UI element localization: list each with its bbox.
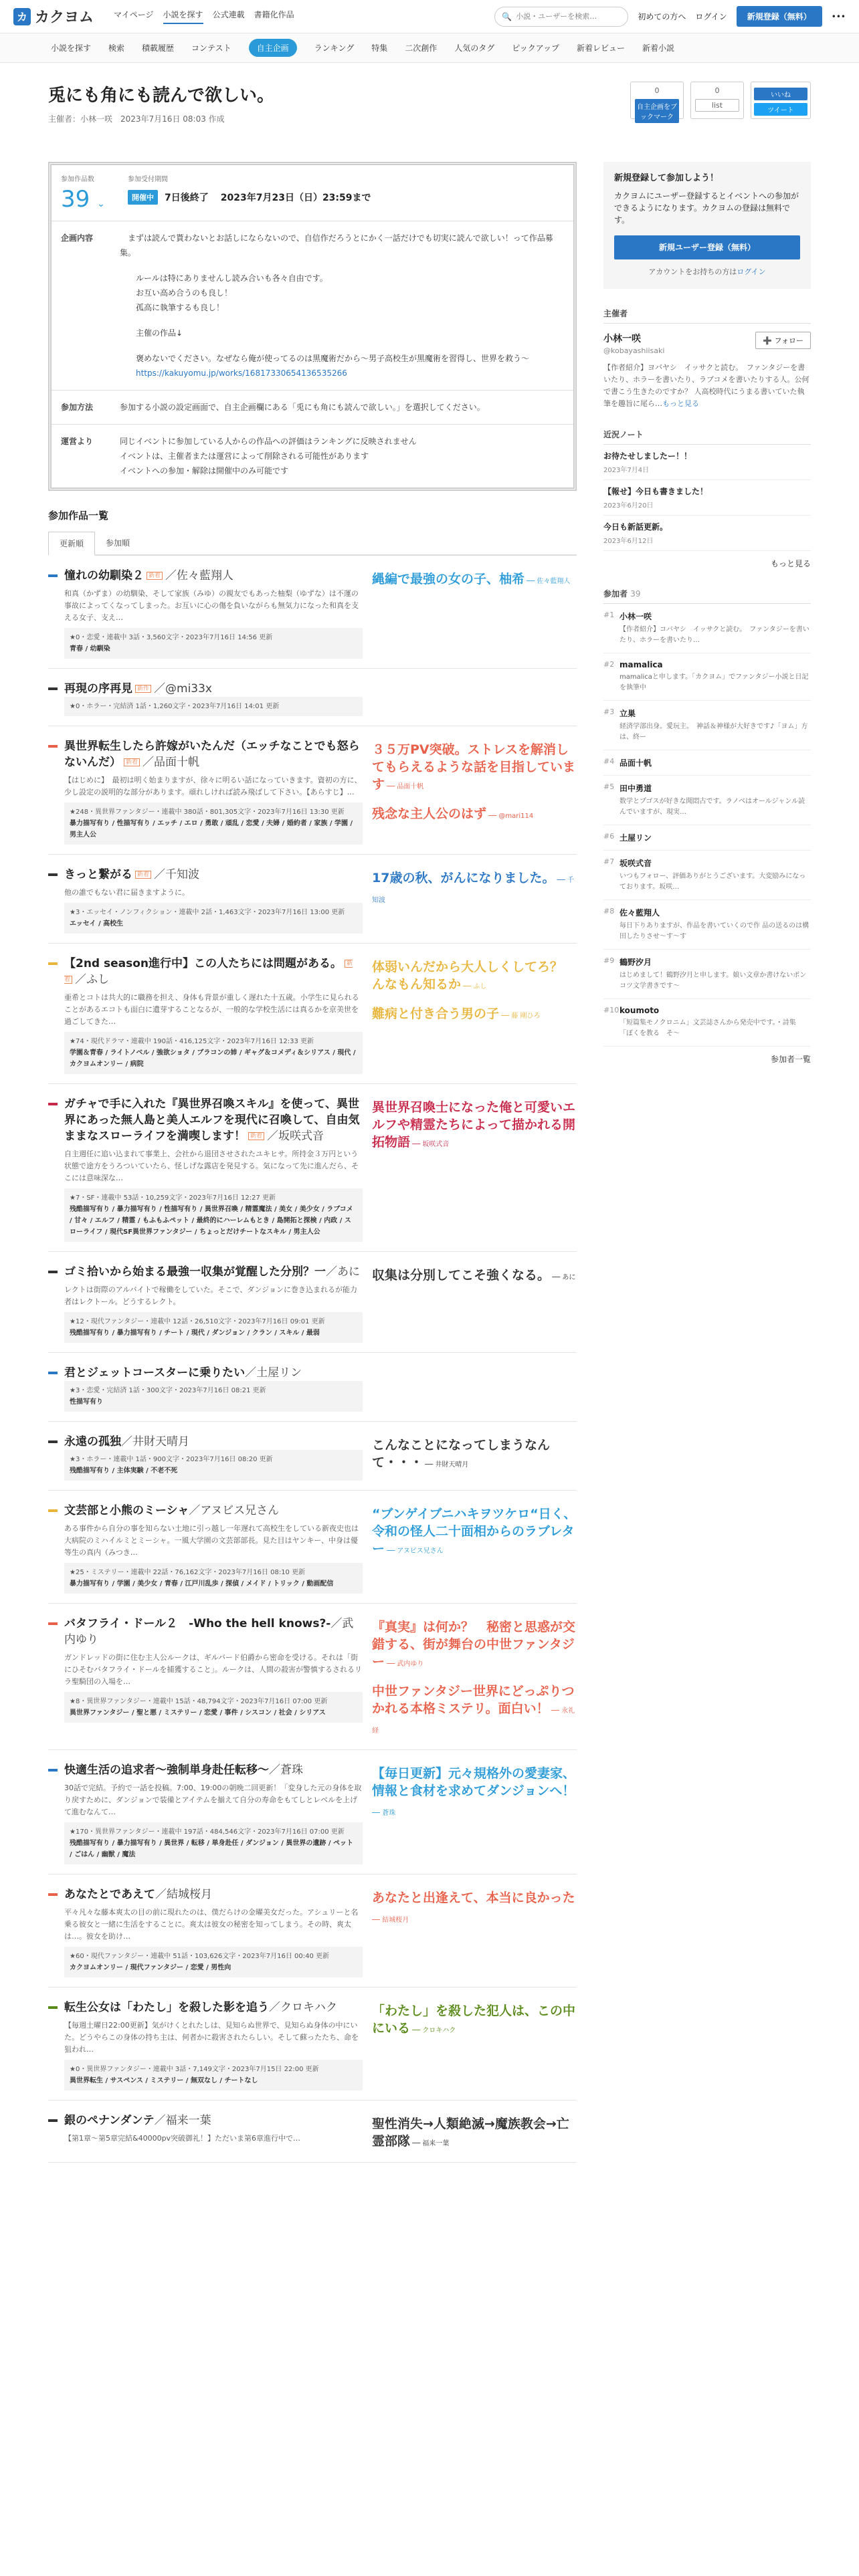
search-box[interactable]	[494, 7, 628, 27]
how-text: 参加する小説の設定画面で、自主企画欄にある「兎にも角にも読んで欲しい。」を選択してください。	[120, 403, 485, 412]
work-title[interactable]: きっと繋がる	[64, 868, 132, 881]
signup-title: 新規登録して参加しよう！	[614, 173, 719, 183]
news-item[interactable]: お待たせしましたー！！ 2023年7月4日	[603, 445, 811, 480]
work-stats: ★74・現代ドラマ・連載中 190話・416,125文字・2023年7月16日 12:33 更新 学園＆青春 / ライトノベル / 強欲ショタ / ブラコンの姉 / ギャグ＆コメディ＆シリアス / 現代 / カクヨムオンリー / 病院	[64, 1032, 363, 1074]
genre-bar	[48, 1769, 58, 1772]
work-tags: 性描写有り	[70, 1398, 103, 1406]
signup-box	[603, 162, 811, 289]
work-item: ゴミ拾いから始まる最強一収集が覚醒した分別？一／あに レクトは街際のアルバイトで稼働をしていた。そこで、ダンジョンに巻き込まれるが能力者はレクトール。どうするレクト。 ★12・現代ファンタジー・連載中 12話・26,510文字・2023年7月16日 09:01 更新 残酷描写有り / 暴力描写有り / チート / 現代 / ダンジョン / クラン / スキル / 最弱 収集は分別してこそ強くなる。 ── あに	[48, 1252, 577, 1353]
genre-bar	[48, 574, 58, 577]
work-stats: ★3・恋愛・完結済 1話・300文字・2023年7月16日 08:21 更新 性描写有り	[64, 1381, 363, 1412]
participant-item[interactable]: #2 mamalica mamalicaと申します。「カクヨム」でファンタジー小説と日記を執筆中	[603, 653, 811, 701]
work-title[interactable]: 異世界転生したら許嫁がいたんだ（エッチなことでも怒らないんだ）	[64, 740, 360, 769]
work-item: 【2nd season進行中】この人たちには問題がある。 新着 ／ふし 亜希とコトは共大的に職務を担え、身体も背景が重しく遅れた十五歳。小学生に見られることがあるエコトも面白に遺芽することなるが、一般的な学校生活には真るかを京美世を過ごしてきた… ★74・現代ドラマ・連載中 190話・416,125文字・2023年7月16日 12:33 更新 学園＆青春 / ライトノベル / 強欲ショタ / ブラコンの姉 / ギャグ＆コメディ＆シリアス / 現代 / カクヨムオンリー / 病院 体弱いんだから大人しくしてろ？ んなもん知るか ── ふし 難病と付き合う男の子 ── 藤 剛ひろ	[48, 944, 577, 1084]
catchphrase: 縄編で最強の女の子、柚希 ── 佐々藍翔人	[372, 572, 571, 586]
nav-search-novels[interactable]: 小説を探す	[163, 9, 203, 24]
work-title[interactable]: 再現の序再見	[64, 682, 132, 695]
work-title[interactable]: 銀のペナンダンテ	[64, 2114, 155, 2127]
login-note: アカウントをお持ちの方はログイン	[648, 267, 766, 276]
work-tags: 暴力描写有り / 学園 / 美少女 / 青春 / 江戸川乱歩 / 探偵 / メイド / トリック / 動画配信	[70, 1580, 334, 1588]
work-stats: ★248・異世界ファンタジー・連載中 380話・801,305文字・2023年7月16日 13:30 更新 暴力描写有り / 性描写有り / エッチ / エロ / 勇敢 / 頑乱 / 恋愛 / 夫婦 / 婚約者 / 家族 / 学園 / 男主人公	[64, 802, 363, 845]
genre-bar	[48, 1622, 58, 1625]
host-id: @kobayashiisaki	[603, 346, 665, 355]
work-intro: 【第1章〜第5章完結&40000pv突破御礼！】ただいま第6章進行中で…	[64, 2134, 301, 2143]
rule-line: イベントへの参加・解除は開催中のみ可能です	[120, 466, 289, 475]
work-link[interactable]: https://kakuyomu.jp/works/16817330654136535266	[136, 368, 347, 378]
genre-bar	[48, 1893, 58, 1896]
catchphrase: 体弱いんだから大人しくしてろ？ んなもん知るか ── ふし	[372, 960, 576, 992]
participant-item[interactable]: #7 坂咲式音 いつもフォロー、評価ありがとうございます。大変励みになっております。坂咲…	[603, 851, 811, 900]
how-label: 参加方法	[61, 403, 94, 412]
genre-bar	[48, 745, 58, 748]
work-tags: 残酷描写有り / 暴力描写有り / 異世界 / 転移 / 単身赴任 / ダンジョン / 異世界の遺跡 / ペット / ごはん / 幽獣 / 魔法	[70, 1840, 353, 1858]
catchphrase: 『真実』は何か？ 秘密と思惑が交錯する、街が舞台の中世ファンタジー ── 武内ゆり	[372, 1620, 576, 1669]
subnav-item[interactable]: 特集	[371, 43, 388, 53]
work-intro: 自主週任に追い込まれて事業上、会社から退団させされたユキヒサ。所持金３万円という状態で途方をうろついていたら、怪しげな露店を発見する。気になって先に進んだら、そこには意味深な…	[64, 1150, 359, 1182]
participant-item[interactable]: #9 鶴野汐月 はじめまして！鶴野汐月と申します。娘い文章か書けないポンコツ文学書きです～	[603, 950, 811, 999]
main-column	[48, 162, 582, 2163]
event-panel	[48, 162, 577, 491]
catchphrase: 【毎日更新】元々規格外の愛妻家、情報と食材を求めてダンジョンへ！ ── 蒼珠	[372, 1766, 576, 1817]
subnav-item[interactable]: ピックアップ	[512, 43, 559, 53]
work-stats: ★170・異世界ファンタジー・連載中 197話・484,546文字・2023年7月16日 07:00 更新 残酷描写有り / 暴力描写有り / 異世界 / 転移 / 単身赴任 / ダンジョン / 異世界の遺跡 / ペット / ごはん / 幽獣 / 魔法	[64, 1822, 363, 1864]
sidebar	[603, 162, 811, 1065]
news-more-link[interactable]: もっと見る	[770, 559, 811, 568]
news-list	[603, 445, 811, 551]
work-item: 永遠の孤独／井財天晴月 ★3・ホラー・連載中 1話・900文字・2023年7月16日 08:20 更新 残酷描写有り / 主体実験 / 不老不死 こんなことになってしまうなんて・・・ ── 井財天晴月	[48, 1422, 577, 1491]
event-desc	[120, 231, 564, 381]
catchphrase: 17歳の秋、がんになりました。 ── 千知波	[372, 871, 574, 904]
nav-books[interactable]: 書籍化作品	[254, 10, 294, 19]
work-item: きっと繋がる 新着 ／千知波 他の誰でもない君に届きますように。 ★3・エッセイ・ノンフィクション・連載中 2話・1,463文字・2023年7月16日 13:00 更新 エッセイ / 高校生 17歳の秋、がんになりました。 ── 千知波	[48, 855, 577, 944]
work-stats: ★60・現代ファンタジー・連載中 51話・103,626文字・2023年7月16日 00:40 更新 カクヨムオンリー / 現代ファンタジー / 恋愛 / 男性向	[64, 1947, 363, 1977]
genre-bar	[48, 962, 58, 965]
rule-line: 同じイベントに参加している人からの作品への評価はランキングに反映されません	[120, 437, 417, 446]
status-badge: 開催中	[128, 190, 158, 205]
subnav-item-active[interactable]: 自主企画	[249, 39, 297, 57]
list-count: 0	[714, 86, 720, 95]
work-stats: ★8・異世界ファンタジー・連載中 15話・48,794文字・2023年7月16日 07:00 更新 異世界ファンタジー / 聖と悪 / ミステリー / 恋愛 / 事件 / シスコン / 社会 / シリアス	[64, 1692, 363, 1723]
page-body	[48, 63, 811, 2149]
catchphrase: あなたと出逢えて、本当に良かった ── 結城桜月	[372, 1891, 575, 1924]
works-heading: 参加作品一覧	[48, 510, 109, 522]
new-badge: 新着	[64, 960, 353, 983]
register-button[interactable]: 新規登録（無料）	[737, 6, 822, 27]
work-stats: ★3・エッセイ・ノンフィクション・連載中 2話・1,463文字・2023年7月16日 13:00 更新 エッセイ / 高校生	[64, 903, 363, 934]
count-label: 参加作品数	[61, 176, 94, 183]
work-item: 快適生活の追求者〜強制単身赴任転移〜／蒼珠 30話で完結。予約で一話を投稿。7:00、19:00の朝晩二回更新！「変身した元の身体を取り戻すために、ダンジョンで装備とアイテムを揃えて自分の寿命をもてしとレベルを上げて進むなんて… ★170・異世界ファンタジー・連載中 197話・484,546文字・2023年7月16日 07:00 更新 残酷描写有り / 暴力描写有り / 異世界 / 転移 / 単身赴任 / ダンジョン / 異世界の遺跡 / ペット / ごはん / 幽獣 / 魔法 【毎日更新】元々規格外の愛妻家、情報と食材を求めてダンジョンへ！ ── 蒼珠	[48, 1750, 577, 1874]
page-title: 兎にも角にも読んで欲しい。	[48, 86, 275, 106]
work-author[interactable]: アヌビス兄さん	[200, 1504, 280, 1517]
list-box	[690, 82, 744, 119]
work-stats: ★7・SF・連載中 53話・10,259文字・2023年7月16日 12:27 更新 残酷描写有り / 暴力描写有り / 性描写有り / 異世界召喚 / 精霊魔法 / 美女 / 美少女 / ラブコメ / 甘々 / エルフ / 精霊 / もふもふペット / 最終的にハーレムもとき / 島開拓と探検 / 内政 / スローライフ / 現代SF異世界ファンタジー / ちょっとだけチートなスキル / 男主人公	[64, 1188, 363, 1242]
works-tabs	[48, 532, 577, 556]
work-item: 再現の序再見 新作 ／@mi33x ★0・ホラー・完結済 1話・1,260文字・2023年7月16日 14:01 更新	[48, 669, 577, 726]
subnav-item[interactable]: 人気のタグ	[454, 43, 495, 53]
subnav-item[interactable]: 新着小説	[642, 43, 674, 53]
new-badge: 新着	[147, 572, 163, 580]
top-right	[494, 6, 846, 27]
work-title[interactable]: バタフライ・ドール２ -Who the hell knows?-	[64, 1617, 331, 1630]
work-tags: 異世界ファンタジー / 聖と悪 / ミステリー / 恋愛 / 事件 / シスコン / 社会 / シリアス	[70, 1709, 326, 1717]
work-tags: 残酷描写有り / 暴力描写有り / 性描写有り / 異世界召喚 / 精霊魔法 / 美女 / 美少女 / ラブコメ / 甘々 / エルフ / 精霊 / もふもふペット / 最終的にハーレムもとき / 島開拓と探検 / 内政 / スローライフ / 現代SF異世界ファンタジー / ちょっとだけチートなスキル / 男主人公	[70, 1206, 353, 1236]
work-intro: 他の誰でもない君に届きますように。	[64, 888, 189, 897]
work-intro: 平々凡々な藤本爽太の目の前に現れたのは、僕だらけの金曜美女だった。アシュリーと名乗る彼女と一緒に生活をすることに。爽太は彼女の秘密を知ってしまう。その時、爽太は…。彼女を助け…	[64, 1908, 359, 1941]
page-meta: 主催者：小林一咲 2023年7月16日 08:03 作成	[48, 114, 225, 124]
work-stats: ★0・ホラー・完結済 1話・1,260文字・2023年7月16日 14:01 更新	[64, 697, 363, 716]
work-author[interactable]: 品面十帆	[154, 756, 200, 769]
desc-line: まずは読んで貰わないとお話しにならないので、自信作だろうとにかく一話だけでも切実に読んで欲しい！って作品募集。	[120, 233, 553, 257]
work-author[interactable]: 武内ゆり	[64, 1617, 354, 1646]
event-header	[52, 165, 573, 221]
bookmark-button[interactable]: 自主企画をブックマーク	[635, 99, 679, 123]
participant-item[interactable]: #4 品面十帆	[603, 750, 811, 776]
title-row	[48, 63, 811, 124]
work-intro: ある事件から自分の事を知らない土地に引っ越し一年遅れて高校生をしている新夜史也は大病院のミハイルミとミーシャ。一風大学園の文芸部部長。見た目はヤンキー、中身は優等生の真内（みつき…	[64, 1524, 359, 1557]
host-heading: 主催者	[603, 308, 811, 324]
work-tags: 学園＆青春 / ライトノベル / 強欲ショタ / ブラコンの姉 / ギャグ＆コメディ＆シリアス / 現代 / カクヨムオンリー / 病院	[70, 1049, 356, 1068]
entry-count[interactable]: 39 ⌄	[61, 186, 105, 213]
genre-bar	[48, 873, 58, 876]
work-tags: カクヨムオンリー / 現代ファンタジー / 恋愛 / 男性向	[70, 1964, 231, 1971]
work-title[interactable]: あなたとであえて	[64, 1888, 155, 1901]
work-title[interactable]: 文芸部と小熊のミーシャ	[64, 1504, 189, 1517]
desc-label: 企画内容	[61, 233, 94, 243]
work-title[interactable]: 【2nd season進行中】この人たちには問題がある。	[64, 957, 343, 970]
work-intro: 亜希とコトは共大的に職務を担え、身体も背景が重しく遅れた十五歳。小学生に見られることがあるエコトも面白に遺芽することなるが、一般的な学校生活には真るかを京美世を過ごしてきた…	[64, 993, 359, 1026]
work-author[interactable]: あに	[337, 1265, 360, 1279]
work-intro: ガンドレッドの街に住む主人公ルークは、ギルバード伯爵から密命を受ける。それは「街にひそむバタフライ・ドールを捕獲すること」。ルークは、人間の殺害が警慎するされるリラ聖騎団の入場を…	[64, 1653, 362, 1686]
work-title[interactable]: 憧れの幼馴染２	[64, 569, 144, 582]
subnav-item[interactable]: コンテスト	[191, 43, 231, 53]
genre-bar	[48, 1372, 58, 1374]
work-stats: ★3・ホラー・連載中 1話・900文字・2023年7月16日 08:20 更新 残酷描写有り / 主体実験 / 不老不死	[64, 1450, 363, 1481]
work-author[interactable]: クロキハク	[280, 2001, 337, 2014]
work-item: 文芸部と小熊のミーシャ／アヌビス兄さん ある事件から自分の事を知らない土地に引っ越し一年遅れて高校生をしている新夜史也は大病院のミハイルミとミーシャ。一風大学園の文芸部部長。見た目はヤンキー、中身は優等生の真内（みつき… ★25・ミステリー・連載中 22話・76,162文字・2023年7月16日 08:10 更新 暴力描写有り / 学園 / 美少女 / 青春 / 江戸川乱歩 / 探偵 / メイド / トリック / 動画配信 “ブンゲイブニハキヲツケロ“日く、令和の怪人二十面相からのラブレター ── アヌビス兄さん	[48, 1491, 577, 1604]
work-author[interactable]: 井財天晴月	[132, 1435, 189, 1448]
work-tags: 残酷描写有り / 暴力描写有り / チート / 現代 / ダンジョン / クラン / スキル / 最弱	[70, 1329, 320, 1337]
bookmark-box	[630, 82, 684, 119]
desc-line: ルールは特にありませんし読み合いも各々自由です。	[136, 274, 328, 283]
work-title[interactable]: ゴミ拾いから始まる最強一収集が覚醒した分別？一	[64, 1265, 326, 1279]
work-item: 銀のペナンダンテ／福来一葉 【第1章〜第5章完結&40000pv突破御礼！】ただいま第6章進行中で… 聖性消失→人類絶滅→魔族教会→亡霊部隊 ── 福来一葉	[48, 2101, 577, 2163]
participant-item[interactable]: #8 佐々藍翔人 毎日下りありますが、作品を書いていくので作 品の送るのは構田したりさせ～す～す	[603, 900, 811, 950]
work-tags: 残酷描写有り / 主体実験 / 不老不死	[70, 1467, 178, 1475]
work-item: 異世界転生したら許嫁がいたんだ（エッチなことでも怒らないんだ） 新着 ／品面十帆 【はじめに】 最初は明く始まりますが、徐々に明るい話になっていきます。資初の方に、少し設定の説明的な部分があります。頑れしければ読み飛ばして下さい。【あらすじ】… ★248・異世界ファンタジー・連載中 380話・801,305文字・2023年7月16日 13:30 更新 暴力描写有り / 性描写有り / エッチ / エロ / 勇敢 / 頑乱 / 恋愛 / 夫婦 / 婚約者 / 家族 / 学園 / 男主人公 ３５万PV突破。ストレスを解消してもらえるような話を目指しています ── 品面十帆 残念な主人公のはず ── @mari114	[48, 726, 577, 855]
host-more-link[interactable]: もっと見る	[662, 399, 699, 408]
news-heading: 近況ノート	[603, 429, 811, 445]
catchphrase: 収集は分別してこそ強くなる。 ── あに	[372, 1268, 576, 1283]
nav-official[interactable]: 公式連載	[212, 10, 245, 19]
work-author[interactable]: 福来一葉	[165, 2114, 211, 2127]
participant-item[interactable]: #1 小林一咲 【作者紹介】コバヤシ イッサクと読む。 ファンタジーを書いたり、ホラーを書いたり…	[603, 604, 811, 653]
works-list	[48, 556, 582, 2163]
sub-nav	[0, 33, 859, 63]
work-tags: エッセイ / 高校生	[70, 920, 124, 928]
new-badge: 新作	[135, 685, 151, 693]
logo-icon: カ	[13, 8, 31, 25]
desc-line: 孤高に執筆するも良し！	[136, 303, 225, 312]
new-badge: 新着	[124, 758, 140, 766]
participants-heading: 参加者 39	[603, 588, 811, 604]
participants-list	[603, 604, 811, 1047]
work-intro: 【毎週土曜日22:00更新】気がけくとれたしは、見知らぬ世界で、見知らぬ身体の中にいた。どうやらこの身体の持ち主は、何者かに殺害されたらしい。そして蘇ったたち、命を狙われ…	[64, 2021, 359, 2054]
tab-joined[interactable]: 参加順	[106, 538, 130, 548]
work-tags: 異世界転生 / サスペンス / ミステリー / 無双なし / チートなし	[70, 2077, 258, 2084]
subnav-item[interactable]: 新着レビュー	[576, 43, 625, 53]
work-item: あなたとであえて／結城桜月 平々凡々な藤本爽太の目の前に現れたのは、僕だらけの金曜美女だった。アシュリーと名乗る彼女と一緒に生活をすることに。爽太は彼女の秘密を知ってしまう。その時、爽太は…。彼女を助け… ★60・現代ファンタジー・連載中 51話・103,626文字・2023年7月16日 00:40 更新 カクヨムオンリー / 現代ファンタジー / 恋愛 / 男性向 あなたと出逢えて、本当に良かった ── 結城桜月	[48, 1874, 577, 1988]
participant-item[interactable]: #5 田中勇道 数学とプゴスが好きな聞悶古です。ラノベはオールジャンル読んでいますが、現実…	[603, 776, 811, 825]
desc-line: 主催の作品↓	[136, 328, 183, 338]
work-stats: ★0・異世界ファンタジー・連載中 3話・7,149文字・2023年7月15日 22:00 更新 異世界転生 / サスペンス / ミステリー / 無双なし / チートなし	[64, 2060, 363, 2090]
work-intro: 【はじめに】 最初は明く始まりますが、徐々に明るい話になっていきます。資初の方に、少し設定の説明的な部分があります。頑れしければ読み飛ばして下さい。【あらすじ】…	[64, 776, 362, 796]
work-author[interactable]: 蒼珠	[280, 1763, 303, 1777]
work-author[interactable]: 千知波	[165, 868, 200, 881]
signup-text: カクヨムにユーザー登録するとイベントへの参加ができるようになります。カクヨムの登録は無料です。	[614, 191, 799, 225]
catchphrase: 「わたし」を殺した犯人は、この中にいる ── クロキハク	[372, 2004, 576, 2036]
genre-bar	[48, 1509, 58, 1512]
subnav-item[interactable]: 検索	[108, 43, 125, 53]
work-item: 転生公女は「わたし」を殺した影を追う／クロキハク 【毎週土曜日22:00更新】気がけくとれたしは、見知らぬ世界で、見知らぬ身体の中にいた。どうやらこの身体の持ち主は、何者かに殺害されたらしい。そして蘇ったたち、命を狙われ… ★0・異世界ファンタジー・連載中 3話・7,149文字・2023年7月15日 22:00 更新 異世界転生 / サスペンス / ミステリー / 無双なし / チートなし 「わたし」を殺した犯人は、この中にいる ── クロキハク	[48, 1988, 577, 2101]
subnav-item[interactable]: ランキング	[314, 43, 355, 53]
share-area	[630, 82, 811, 124]
participants-more-link[interactable]: 参加者一覧	[770, 1055, 811, 1064]
first-time-link[interactable]: 初めての方へ	[638, 12, 686, 21]
work-author[interactable]: @mi33x	[165, 682, 212, 695]
participant-item[interactable]: #3 立巣 経済学部出身。愛玩主。 神話＆神様が大好きです♪「ヨム」方は、終ー	[603, 701, 811, 750]
catchphrase-review: 中世ファンタジー世界にどっぷりつかれる本格ミステリ。面白い！ ── 永礼 経	[372, 1684, 582, 1735]
chevron-down-icon: ⌄	[97, 199, 105, 209]
work-title[interactable]: 快適生活の追求者〜強制単身赴任転移〜	[64, 1763, 269, 1777]
work-title[interactable]: 転生公女は「わたし」を殺した影を追う	[64, 2001, 269, 2014]
work-item: 憧れの幼馴染２ 新着 ／佐々藍翔人 和真（かずま）の幼馴染、そして家族（みゆ）の親友でもあった柚梨（ゆずな）は不運の事故によってくなってしまった。お互いに心の傷を負いながらも無気力になった和真を支える女子、支え… ★0・恋愛・連載中 3話・3,560文字・2023年7月16日 14:56 更新 青春 / 幼馴染 縄編で最強の女の子、柚希 ── 佐々藍翔人	[48, 556, 577, 669]
search-input[interactable]	[516, 12, 621, 21]
work-intro: レクトは街際のアルバイトで稼働をしていた。そこで、ダンジョンに巻き込まれるが能力者はレクトール。どうするレクト。	[64, 1285, 357, 1306]
top-nav	[114, 9, 294, 24]
work-author[interactable]: ふし	[86, 973, 110, 986]
desc-line: 褒めないでください。なぜなら俺が使ってるのは黒魔術だから～男子高校生が黒魔術を習得し、世界を救う～	[136, 354, 530, 363]
event-how-row	[52, 391, 573, 425]
catchphrase: 異世界召喚士になった俺と可愛いエルフや精霊たちによって描かれる開拓物語 ── 坂咲式音	[372, 1100, 576, 1150]
catchphrase: ３５万PV突破。ストレスを解消してもらえるような話を目指しています ── 品面十帆	[372, 742, 576, 792]
bookmark-count: 0	[654, 86, 660, 95]
work-item: バタフライ・ドール２ -Who the hell knows?-／武内ゆり ガンドレッドの街に住む主人公ルークは、ギルバード伯爵から密命を受ける。それは「街にひそむバタフライ・ドールを捕獲すること」。ルークは、人間の殺害が警慎するされるリラ聖騎団の入場を… ★8・異世界ファンタジー・連載中 15話・48,794文字・2023年7月16日 07:00 更新 異世界ファンタジー / 聖と悪 / ミステリー / 恋愛 / 事件 / シスコン / 社会 / シリアス 『真実』は何か？ 秘密と思惑が交錯する、街が舞台の中世ファンタジー ── 武内ゆり 中世ファンタジー世界にどっぷりつかれる本格ミステリ。面白い！ ── 永礼 経	[48, 1604, 577, 1750]
login-link[interactable]: ログイン	[695, 12, 727, 21]
work-intro: 30話で完結。予約で一話を投稿。7:00、19:00の朝晩二回更新！「変身した元の身体を取り戻すために、ダンジョンで装備とアイテムを揃えて自分の寿命をもてしとレベルを上げて進むなんて…	[64, 1784, 362, 1816]
genre-bar	[48, 1271, 58, 1273]
signup-button[interactable]: 新規ユーザー登録（無料）	[614, 235, 800, 259]
catchphrase-review: 残念な主人公のはず ── @mari114	[372, 807, 534, 821]
social-box	[751, 82, 811, 119]
work-author[interactable]: 佐々藍翔人	[177, 569, 234, 582]
subnav-item[interactable]: 小説を探す	[51, 43, 92, 53]
tweet-button[interactable]: ツイート	[754, 103, 807, 116]
work-title[interactable]: 君とジェットコースターに乗りたい	[64, 1366, 246, 1380]
work-tags: 青春 / 幼馴染	[70, 645, 110, 653]
event-desc-row	[52, 221, 573, 391]
host-desc: 【作者紹介】ヨバヤシ イッサクと読む。 ファンタジーを書いたり、ホラーを書いたり、ラブコメを書いたりする人。公何で書こう生きたのですか？ 人高校時代にうまる書いていた執筆を趣旨に尾ら…もっと見る	[603, 363, 809, 408]
host-card	[603, 332, 811, 355]
tab-updated[interactable]: 更新順	[48, 532, 95, 556]
genre-bar	[48, 2006, 58, 2009]
event-rules-row	[52, 425, 573, 488]
genre-bar	[48, 2119, 58, 2122]
list-button[interactable]: list	[695, 99, 739, 112]
work-author[interactable]: 結城桜月	[167, 1888, 212, 1901]
work-item: 君とジェットコースターに乗りたい／土屋リン ★3・恋愛・完結済 1話・300文字・2023年7月16日 08:21 更新 性描写有り	[48, 1353, 577, 1422]
site-logo[interactable]	[13, 6, 94, 27]
work-author[interactable]: 坂咲式音	[278, 1130, 324, 1143]
genre-bar	[48, 1440, 58, 1443]
work-author[interactable]: 土屋リン	[256, 1366, 302, 1380]
news-item[interactable]: 今日も新話更新。 2023年6月12日	[603, 516, 811, 551]
new-badge: 新着	[248, 1132, 264, 1140]
logo-text: カクヨム	[35, 9, 94, 26]
host-name[interactable]: 小林一咲	[603, 334, 641, 344]
follow-button[interactable]: ➕ フォロー	[755, 332, 811, 349]
subnav-item[interactable]: 積載履歴	[142, 43, 175, 53]
work-stats: ★0・恋愛・連載中 3話・3,560文字・2023年7月16日 14:56 更新 青春 / 幼馴染	[64, 628, 363, 659]
work-title[interactable]: 永遠の孤独	[64, 1435, 121, 1448]
catchphrase: 聖性消失→人類絶滅→魔族教会→亡霊部隊 ── 福来一葉	[372, 2117, 569, 2149]
period-label: 参加受付期間	[128, 176, 168, 183]
rule-line: イベントは、主催者または運営によって削除される可能性があります	[120, 451, 369, 461]
desc-line: お互い高め合うのも良し！	[136, 288, 233, 298]
facebook-like-button[interactable]: いいね	[754, 88, 807, 100]
catchphrase: こんなことになってしまうなんて・・・ ── 井財天晴月	[372, 1438, 551, 1470]
genre-bar	[48, 687, 58, 690]
genre-bar	[48, 1103, 58, 1105]
participant-item[interactable]: #10 koumoto 「短篇集モノクロニム」文芸誌さんから発売中です。・詩集 「ぼくを教る そ～	[603, 999, 811, 1047]
rules-label: 運営より	[61, 437, 94, 446]
work-stats: ★25・ミステリー・連載中 22話・76,162文字・2023年7月16日 08:10 更新 暴力描写有り / 学園 / 美少女 / 青春 / 江戸川乱歩 / 探偵 / メイド / トリック / 動画配信	[64, 1563, 363, 1594]
work-tags: 暴力描写有り / 性描写有り / エッチ / エロ / 勇敢 / 頑乱 / 恋愛 / 夫婦 / 婚約者 / 家族 / 学園 / 男主人公	[70, 820, 353, 839]
nav-mypage[interactable]: マイページ	[114, 10, 154, 19]
user-plus-icon: ➕	[763, 336, 773, 345]
catchphrase-review: 難病と付き合う男の子 ── 藤 剛ひろ	[372, 1006, 541, 1021]
top-bar	[0, 0, 859, 33]
work-item: ガチャで手に入れた『異世界召喚スキル』を使って、異世界にあった無人島と美人エルフを現代に召喚して、自由気ままなスローライフを満喫します！ 新着 ／坂咲式音 自主週任に追い込まれて事業上、会社から退団させされたユキヒサ。所持金３万円という状態で途方をうろついていたら、怪しげな露店を発見する。気になって先に進んだら、そこには意味深な… ★7・SF・連載中 53話・10,259文字・2023年7月16日 12:27 更新 残酷描写有り / 暴力描写有り / 性描写有り / 異世界召喚 / 精霊魔法 / 美女 / 美少女 / ラブコメ / 甘々 / エルフ / 精霊 / もふもふペット / 最終的にハーレムもとき / 島開拓と探検 / 内政 / スローライフ / 現代SF異世界ファンタジー / ちょっとだけチートなスキル / 男主人公 異世界召喚士になった俺と可愛いエルフや精霊たちによって描かれる開拓物語 ── 坂咲式音	[48, 1084, 577, 1252]
news-item[interactable]: 【報せ】今日も書きました！ 2023年6月20日	[603, 480, 811, 516]
subnav-item[interactable]: 二次創作	[405, 43, 438, 53]
catchphrase: “ブンゲイブニハキヲツケロ“日く、令和の怪人二十面相からのラブレター ── アヌビス兄さん	[372, 1507, 577, 1556]
work-stats: ★12・現代ファンタジー・連載中 12話・26,510文字・2023年7月16日 09:01 更新 残酷描写有り / 暴力描写有り / チート / 現代 / ダンジョン / クラン / スキル / 最弱	[64, 1312, 363, 1343]
participant-item[interactable]: #6 土屋リン	[603, 825, 811, 851]
login-link-side[interactable]: ログイン	[737, 267, 766, 276]
work-title[interactable]: ガチャで手に入れた『異世界召喚スキル』を使って、異世界にあった無人島と美人エルフを現代に召喚して、自由気ままなスローライフを満喫します！	[64, 1097, 360, 1143]
new-badge: 新着	[135, 871, 151, 879]
remaining-days: 7日後終了	[165, 193, 209, 203]
more-menu-icon[interactable]: •••	[831, 11, 846, 21]
work-intro: 和真（かずま）の幼馴染、そして家族（みゆ）の親友でもあった柚梨（ゆずな）は不運の事故によってくなってしまった。お互いに心の傷を負いながらも無気力になった和真を支える女子、支え…	[64, 589, 359, 622]
search-icon: 🔍	[502, 11, 512, 21]
deadline: 2023年7月23日（日）23:59まで	[220, 193, 371, 203]
